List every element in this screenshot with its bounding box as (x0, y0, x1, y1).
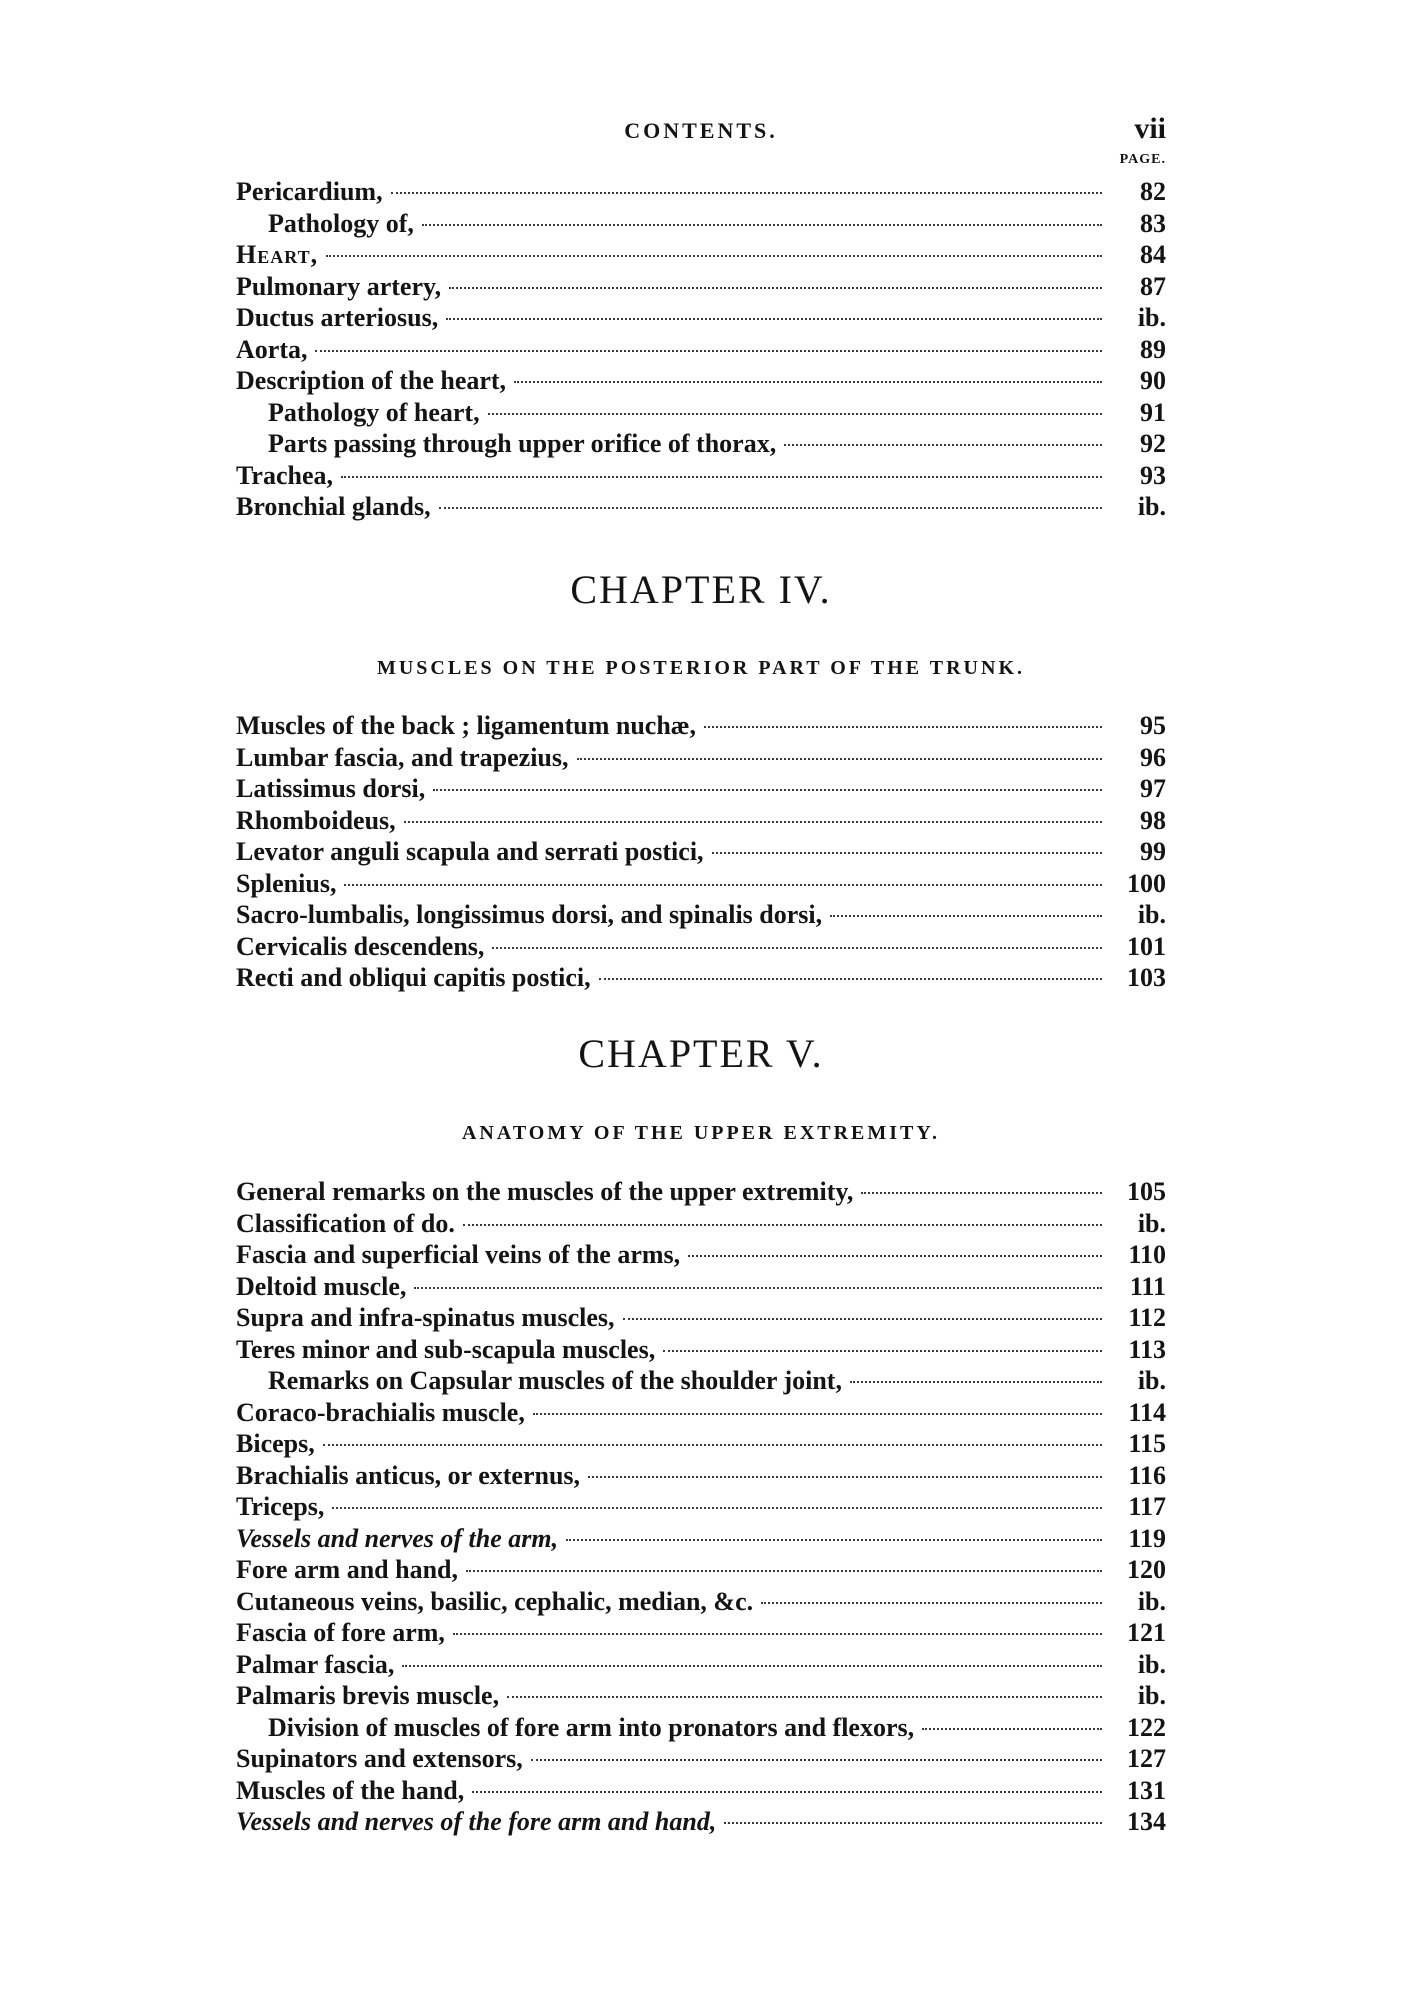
dot-leader (922, 1728, 1102, 1730)
toc-entry (236, 1334, 1166, 1366)
dot-leader (341, 476, 1102, 478)
toc-entry-label: Pathology of heart, (268, 397, 480, 427)
dot-leader (446, 318, 1102, 320)
toc-entry-page: 95 (1140, 711, 1166, 740)
toc-entry-page: 97 (1140, 774, 1166, 803)
toc-entry (236, 1302, 1166, 1334)
toc-entry-label: Rhomboideus, (236, 805, 396, 835)
toc-entry (236, 1523, 1166, 1555)
toc-entry-page: 90 (1140, 366, 1166, 395)
toc-entry-label: Bronchial glands, (236, 492, 431, 521)
toc-entry-label: Parts passing through upper orifice of thorax, (268, 429, 777, 458)
toc-entry (236, 868, 1166, 900)
toc-entry-page: 99 (1140, 837, 1166, 866)
toc-entry (236, 1806, 1166, 1838)
toc-entry-page: 122 (1127, 1712, 1166, 1742)
toc-section-top (236, 176, 1166, 523)
toc-entry-label: Pathology of, (268, 208, 414, 238)
toc-entry-page: 89 (1140, 334, 1166, 364)
dot-leader (422, 224, 1102, 226)
toc-entry-label: Coraco-brachialis muscle, (236, 1397, 525, 1427)
dot-leader (404, 821, 1102, 823)
toc-entry-label: Palmar fascia, (236, 1649, 395, 1679)
toc-entry (236, 1460, 1166, 1492)
toc-entry-page: 127 (1127, 1744, 1166, 1773)
toc-entry-label: Supra and infra-spinatus muscles, (236, 1303, 615, 1332)
page-number: vii (1134, 112, 1166, 145)
dot-leader (402, 1665, 1102, 1667)
toc-entry-page: 114 (1128, 1397, 1166, 1427)
dot-leader (588, 1476, 1102, 1478)
dot-leader (566, 1539, 1102, 1541)
dot-leader (514, 381, 1102, 383)
toc-entry-label: Heart, (236, 240, 319, 269)
toc-entry (236, 962, 1166, 994)
toc-entry-page: 87 (1140, 271, 1166, 301)
toc-entry-page: 101 (1127, 931, 1166, 961)
toc-entry-page: ib. (1137, 1208, 1166, 1238)
toc-entry (236, 1397, 1166, 1429)
dot-leader (623, 1318, 1102, 1320)
dot-leader (761, 1602, 1102, 1604)
toc-entry-page: 115 (1128, 1429, 1166, 1458)
toc-entry (236, 931, 1166, 963)
toc-list (236, 710, 1166, 994)
toc-entry-page: 111 (1129, 1271, 1166, 1301)
toc-entry (236, 1365, 1166, 1397)
toc-entry-label: Division of muscles of fore arm into pronators and flexors, (268, 1712, 915, 1742)
toc-entry-page: 134 (1127, 1807, 1166, 1836)
toc-entry-page: 110 (1128, 1240, 1166, 1269)
dot-leader (850, 1381, 1102, 1383)
toc-entry (236, 1491, 1166, 1523)
toc-entry-label: Muscles of the hand, (236, 1775, 465, 1805)
chapter-v-title: CHAPTER V. (578, 1031, 824, 1076)
toc-entry-page: 84 (1140, 240, 1166, 269)
toc-entry-label: Vessels and nerves of the fore arm and hand, (236, 1807, 717, 1836)
dot-leader (463, 1224, 1102, 1226)
toc-entry (236, 334, 1166, 366)
toc-entry (236, 742, 1166, 774)
toc-entry-label: Supinators and extensors, (236, 1744, 523, 1773)
toc-entry (236, 1680, 1166, 1712)
dot-leader (712, 852, 1102, 854)
toc-entry-page: 119 (1128, 1523, 1166, 1553)
toc-entry-page: 112 (1128, 1303, 1166, 1332)
toc-section-chapter-v (236, 1176, 1166, 1838)
toc-entry-page: ib. (1137, 303, 1166, 332)
toc-entry (236, 899, 1166, 931)
toc-entry-label: Aorta, (236, 334, 308, 364)
toc-entry-label: Vessels and nerves of the arm, (236, 1523, 559, 1553)
dot-leader (724, 1822, 1102, 1824)
toc-entry (236, 491, 1166, 523)
dot-leader (861, 1192, 1102, 1194)
toc-entry-label: Latissimus dorsi, (236, 774, 426, 803)
dot-leader (704, 726, 1102, 728)
toc-entry (236, 1775, 1166, 1807)
toc-entry-page: ib. (1137, 1681, 1166, 1710)
toc-entry-page: 117 (1128, 1492, 1166, 1521)
toc-entry-page: 91 (1140, 397, 1166, 427)
toc-entry-label: Lumbar fascia, and trapezius, (236, 742, 569, 772)
dot-leader (449, 287, 1102, 289)
toc-entry-label: Levator anguli scapula and serrati postici, (236, 837, 704, 866)
toc-entry-label: Fascia and superficial veins of the arms, (236, 1240, 681, 1269)
toc-entry-label: Teres minor and sub-scapula muscles, (236, 1334, 656, 1364)
toc-entry-label: Sacro-lumbalis, longissimus dorsi, and spinalis dorsi, (236, 900, 823, 929)
toc-entry-page: ib. (1137, 1649, 1166, 1679)
toc-entry (236, 1554, 1166, 1586)
dot-leader (488, 413, 1102, 415)
toc-entry-label: General remarks on the muscles of the upper extremity, (236, 1177, 854, 1206)
toc-entry-label: Triceps, (236, 1492, 325, 1521)
toc-entry-label: Muscles of the back ; ligamentum nuchæ, (236, 711, 697, 740)
dot-leader (507, 1696, 1102, 1698)
dot-leader (577, 758, 1103, 760)
toc-entry-page: ib. (1137, 1366, 1166, 1395)
toc-section-chapter-iv (236, 710, 1166, 994)
toc-entry (236, 1617, 1166, 1649)
toc-entry-label: Biceps, (236, 1429, 315, 1458)
toc-entry (236, 428, 1166, 460)
dot-leader (391, 192, 1102, 194)
dot-leader (433, 789, 1102, 791)
toc-entry-label: Cutaneous veins, basilic, cephalic, median, &c. (236, 1586, 754, 1616)
toc-entry-label: Pulmonary artery, (236, 271, 442, 301)
dot-leader (323, 1444, 1102, 1446)
toc-entry-page: 93 (1140, 460, 1166, 490)
toc-entry-label: Classification of do. (236, 1208, 455, 1238)
toc-entry-label: Cervicalis descendens, (236, 931, 485, 961)
dot-leader (344, 884, 1102, 886)
toc-entry (236, 836, 1166, 868)
toc-entry-page: 92 (1140, 429, 1166, 458)
dot-leader (466, 1570, 1102, 1572)
toc-entry-label: Recti and obliqui capitis postici, (236, 963, 591, 992)
dot-leader (533, 1413, 1102, 1415)
toc-entry-label: Ductus arteriosus, (236, 303, 439, 332)
toc-entry (236, 365, 1166, 397)
running-head (236, 112, 1166, 152)
toc-entry (236, 1712, 1166, 1744)
toc-entry-label: Pericardium, (236, 177, 383, 206)
dot-leader (599, 978, 1102, 980)
dot-leader (453, 1633, 1102, 1635)
toc-entry (236, 1208, 1166, 1240)
dot-leader (414, 1287, 1102, 1289)
toc-entry-label: Trachea, (236, 460, 333, 490)
page-column-label: PAGE. (1119, 152, 1166, 167)
dot-leader (492, 947, 1102, 949)
chapter-v-subtitle: ANATOMY OF THE UPPER EXTREMITY. (461, 1122, 941, 1144)
dot-leader (326, 255, 1102, 257)
toc-entry-label: Remarks on Capsular muscles of the shoulder joint, (268, 1366, 842, 1395)
dot-leader (531, 1759, 1102, 1761)
toc-entry (236, 271, 1166, 303)
toc-entry (236, 302, 1166, 334)
toc-entry-page: 131 (1127, 1775, 1166, 1805)
chapter-iv-subtitle: MUSCLES ON THE POSTERIOR PART OF THE TRUNK. (376, 657, 1026, 679)
toc-entry-page: ib. (1137, 492, 1166, 521)
dot-leader (332, 1507, 1102, 1509)
toc-entry (236, 176, 1166, 208)
toc-entry-label: Fascia of fore arm, (236, 1618, 445, 1647)
toc-entry-page: 96 (1140, 742, 1166, 772)
toc-entry-page: 83 (1140, 208, 1166, 238)
toc-entry-page: 100 (1127, 868, 1166, 898)
dot-leader (472, 1791, 1102, 1793)
dot-leader (784, 444, 1102, 446)
toc-entry-page: 121 (1127, 1618, 1166, 1647)
toc-entry (236, 1649, 1166, 1681)
toc-entry-page: 116 (1128, 1460, 1166, 1490)
toc-entry (236, 239, 1166, 271)
toc-entry-label: Fore arm and hand, (236, 1555, 458, 1584)
chapter-iv-title: CHAPTER IV. (570, 567, 832, 612)
toc-entry (236, 1586, 1166, 1618)
toc-entry-page: 120 (1127, 1555, 1166, 1584)
toc-entry (236, 208, 1166, 240)
dot-leader (688, 1255, 1102, 1257)
toc-entry (236, 1428, 1166, 1460)
toc-entry (236, 397, 1166, 429)
toc-entry-page: 105 (1127, 1177, 1166, 1206)
toc-entry-page: ib. (1137, 900, 1166, 929)
toc-entry-page: 103 (1127, 963, 1166, 992)
toc-entry-page: 113 (1128, 1334, 1166, 1364)
dot-leader (663, 1350, 1102, 1352)
toc-entry-label: Description of the heart, (236, 366, 507, 395)
dot-leader (439, 507, 1102, 509)
dot-leader (830, 915, 1102, 917)
toc-entry (236, 460, 1166, 492)
toc-list (236, 176, 1166, 523)
toc-entry-label: Palmaris brevis muscle, (236, 1681, 500, 1710)
toc-entry (236, 773, 1166, 805)
toc-entry (236, 1239, 1166, 1271)
toc-entry-label: Splenius, (236, 868, 337, 898)
toc-entry-label: Brachialis anticus, or externus, (236, 1460, 581, 1490)
toc-entry (236, 1176, 1166, 1208)
toc-entry-page: ib. (1137, 1586, 1166, 1616)
toc-entry-label: Deltoid muscle, (236, 1271, 407, 1301)
toc-list (236, 1176, 1166, 1838)
toc-entry (236, 805, 1166, 837)
dot-leader (315, 350, 1102, 352)
toc-entry-page: 82 (1140, 177, 1166, 206)
page-title: CONTENTS. (624, 118, 778, 143)
toc-entry-page: 98 (1140, 805, 1166, 835)
toc-entry (236, 710, 1166, 742)
toc-entry (236, 1271, 1166, 1303)
toc-entry (236, 1743, 1166, 1775)
